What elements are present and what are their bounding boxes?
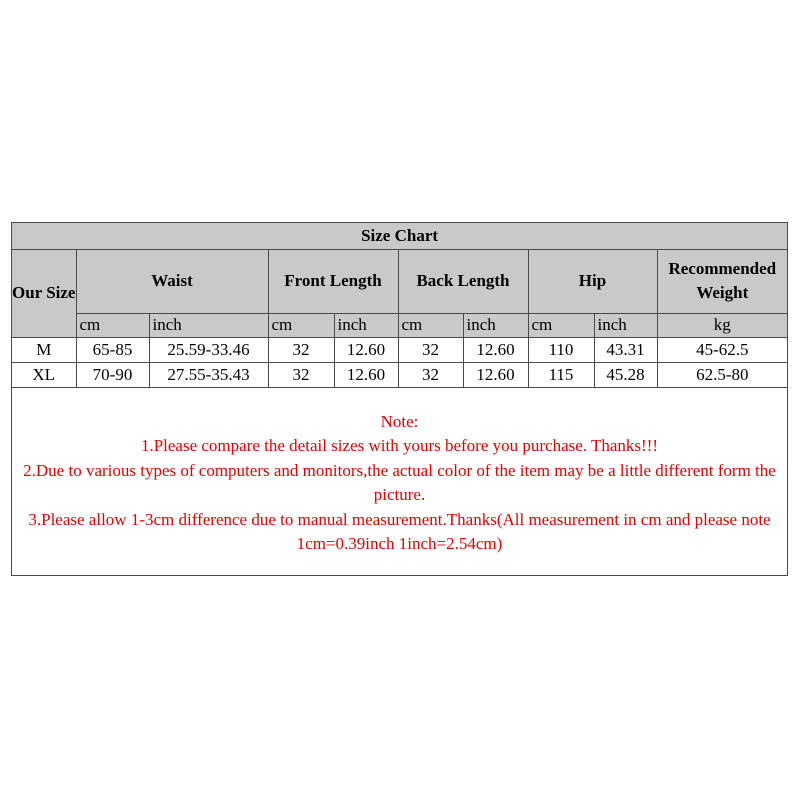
cell-front-cm: 32 [268, 362, 334, 387]
unit-back-inch: inch [463, 313, 528, 337]
note-heading: Note: [380, 411, 419, 431]
unit-hip-inch: inch [594, 313, 657, 337]
unit-row [12, 313, 787, 337]
cell-hip-inch: 43.31 [594, 337, 657, 362]
header-hip: Hip [528, 249, 657, 313]
header-front-length: Front Length [268, 249, 398, 313]
unit-front-cm: cm [268, 313, 334, 337]
cell-weight: 62.5-80 [657, 362, 787, 387]
unit-front-inch: inch [334, 313, 398, 337]
cell-back-inch: 12.60 [463, 337, 528, 362]
header-waist: Waist [76, 249, 268, 313]
cell-back-cm: 32 [398, 362, 463, 387]
cell-front-cm: 32 [268, 337, 334, 362]
cell-size: XL [12, 362, 76, 387]
unit-waist-inch: inch [149, 313, 268, 337]
notes-section [12, 388, 787, 557]
note-line-2: 2.Due to various types of computers and monitors,the actual color of the item may be a little different form the picture. [23, 460, 776, 504]
cell-waist-inch: 27.55-35.43 [149, 362, 268, 387]
header-our-size: Our Size [12, 249, 76, 337]
note-line-3: 3.Please allow 1-3cm difference due to manual measurement.Thanks(All measurement in cm and please note 1cm=0.39inch 1inch=2.54cm) [28, 509, 771, 553]
table-row [12, 337, 787, 362]
cell-hip-inch: 45.28 [594, 362, 657, 387]
cell-back-cm: 32 [398, 337, 463, 362]
unit-waist-cm: cm [76, 313, 149, 337]
cell-back-inch: 12.60 [463, 362, 528, 387]
title-row [12, 223, 787, 249]
cell-waist-cm: 65-85 [76, 337, 149, 362]
unit-weight: kg [657, 313, 787, 337]
note-line-1: 1.Please compare the detail sizes with yours before you purchase. Thanks!!! [140, 436, 659, 455]
cell-size: M [12, 337, 76, 362]
header-recommended-weight: Recommended Weight [657, 249, 787, 313]
unit-back-cm: cm [398, 313, 463, 337]
header-row [12, 249, 787, 313]
cell-waist-cm: 70-90 [76, 362, 149, 387]
cell-weight: 45-62.5 [657, 337, 787, 362]
cell-front-inch: 12.60 [334, 337, 398, 362]
size-chart [11, 222, 788, 576]
unit-hip-cm: cm [528, 313, 594, 337]
size-table [12, 223, 787, 388]
table-row [12, 362, 787, 387]
cell-hip-cm: 115 [528, 362, 594, 387]
chart-title: Size Chart [12, 223, 787, 249]
cell-front-inch: 12.60 [334, 362, 398, 387]
header-back-length: Back Length [398, 249, 528, 313]
cell-hip-cm: 110 [528, 337, 594, 362]
cell-waist-inch: 25.59-33.46 [149, 337, 268, 362]
